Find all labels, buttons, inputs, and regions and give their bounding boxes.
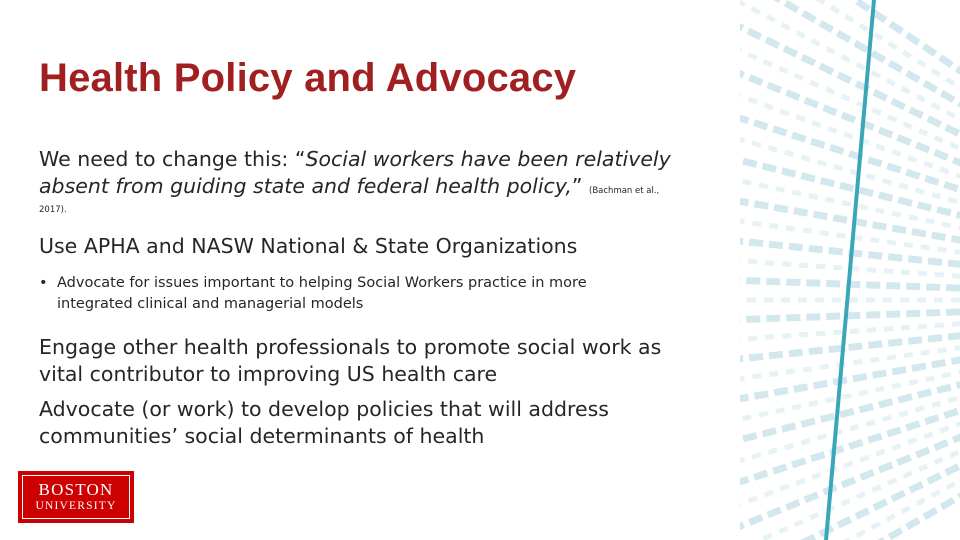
pattern-ray xyxy=(740,300,960,324)
point-organizations: Use APHA and NASW National & State Organizations xyxy=(39,234,578,258)
logo-frame xyxy=(22,475,130,519)
quote-italic: Social workers have been relatively absent from guiding state and federal health policy, xyxy=(39,147,671,198)
bullet-marker: • xyxy=(39,275,48,291)
quote-paragraph xyxy=(39,146,699,205)
bullet-text: Advocate for issues important to helping Social Workers practice in more integrated clinical and managerial models xyxy=(57,275,587,312)
point-advocate: Advocate (or work) to develop policies that will address communities’ social determinants of health xyxy=(39,397,609,448)
citation-year: 2017). xyxy=(39,205,67,215)
pattern-ray xyxy=(740,300,960,349)
quote-lead: We need to change this: “ xyxy=(39,147,306,171)
point-engage: Engage other health professionals to promote social work as vital contributor to improving US health care xyxy=(39,335,662,386)
logo-line-1: BOSTON xyxy=(38,480,114,499)
citation: (Bachman et al., xyxy=(589,186,660,196)
list-item xyxy=(39,273,639,315)
decorative-radial-pattern xyxy=(740,0,960,540)
boston-university-logo xyxy=(18,471,134,523)
logo-line-2: UNIVERSITY xyxy=(35,500,117,512)
slide-body xyxy=(39,146,699,450)
slide-title: Health Policy and Advocacy xyxy=(39,56,577,100)
quote-close: ” xyxy=(571,174,590,198)
